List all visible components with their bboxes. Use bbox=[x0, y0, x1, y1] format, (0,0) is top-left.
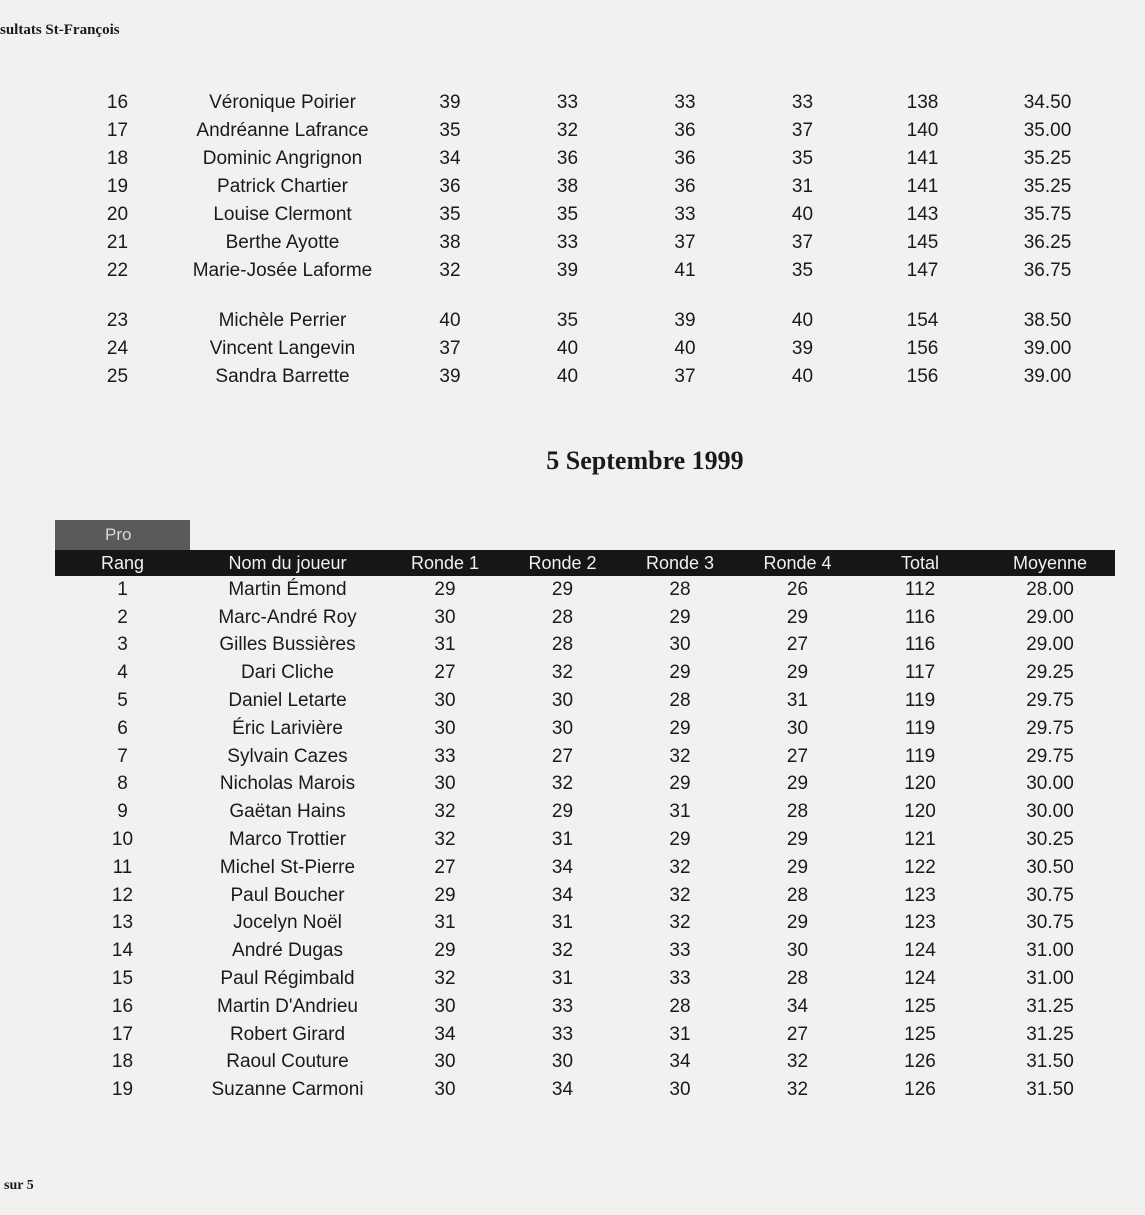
round-4-cell: 40 bbox=[791, 204, 814, 225]
table-row bbox=[60, 232, 1110, 260]
total-cell: 156 bbox=[906, 338, 939, 359]
round-3-cell: 30 bbox=[669, 634, 691, 656]
table-row bbox=[55, 659, 1115, 687]
rank-cell: 15 bbox=[111, 968, 134, 990]
round-3-cell: 33 bbox=[669, 940, 691, 962]
category-tab-pro: Pro bbox=[55, 520, 190, 550]
results-table-pro bbox=[55, 550, 1115, 1104]
round-4-cell: 27 bbox=[786, 745, 809, 767]
round-4-cell: 35 bbox=[791, 148, 814, 169]
average-cell: 31.00 bbox=[1026, 968, 1074, 990]
round-1-cell: 27 bbox=[434, 662, 456, 684]
round-1-cell: 30 bbox=[434, 690, 456, 712]
round-3-cell: 32 bbox=[669, 912, 691, 934]
table-row bbox=[55, 965, 1115, 993]
average-cell: 35.75 bbox=[1023, 204, 1072, 225]
average-cell: 29.75 bbox=[1026, 717, 1074, 739]
average-cell: 31.50 bbox=[1026, 1079, 1074, 1101]
player-name-cell: André Dugas bbox=[232, 940, 343, 962]
table-row bbox=[60, 310, 1110, 338]
total-cell: 112 bbox=[904, 578, 936, 600]
round-4-cell: 29 bbox=[786, 606, 809, 628]
rank-cell: 18 bbox=[106, 148, 129, 169]
round-2-cell: 34 bbox=[551, 856, 574, 878]
round-1-cell: 31 bbox=[434, 912, 456, 934]
round-3-cell: 40 bbox=[674, 338, 696, 359]
total-cell: 117 bbox=[904, 662, 936, 684]
player-name-cell: Andréanne Lafrance bbox=[196, 120, 369, 141]
round-3-cell: 36 bbox=[674, 148, 696, 169]
total-cell: 138 bbox=[906, 92, 939, 113]
page-header: sultats St-François bbox=[0, 22, 120, 38]
column-header-rank: Rang bbox=[55, 550, 190, 576]
round-4-cell: 31 bbox=[791, 176, 814, 197]
round-3-cell: 36 bbox=[674, 176, 696, 197]
table-row bbox=[55, 882, 1115, 910]
round-4-cell: 30 bbox=[786, 940, 809, 962]
round-4-cell: 39 bbox=[791, 338, 814, 359]
rank-cell: 9 bbox=[117, 801, 128, 823]
round-1-cell: 29 bbox=[434, 578, 456, 600]
rank-cell: 13 bbox=[111, 912, 134, 934]
average-cell: 36.25 bbox=[1023, 232, 1072, 253]
round-2-cell: 31 bbox=[551, 829, 574, 851]
round-3-cell: 37 bbox=[674, 366, 696, 387]
round-4-cell: 29 bbox=[786, 662, 809, 684]
round-1-cell: 30 bbox=[434, 1051, 456, 1073]
player-name-cell: Berthe Ayotte bbox=[225, 232, 340, 253]
player-name-cell: Sandra Barrette bbox=[215, 366, 350, 387]
player-name-cell: Martin Émond bbox=[228, 578, 347, 600]
round-2-cell: 32 bbox=[551, 773, 574, 795]
table-row bbox=[55, 1049, 1115, 1077]
average-cell: 29.00 bbox=[1026, 634, 1074, 656]
table-row bbox=[55, 937, 1115, 965]
round-1-cell: 29 bbox=[434, 940, 456, 962]
rank-cell: 1 bbox=[117, 578, 128, 600]
total-cell: 120 bbox=[904, 801, 936, 823]
round-3-cell: 33 bbox=[674, 204, 696, 225]
round-1-cell: 29 bbox=[434, 884, 456, 906]
player-name-cell: Suzanne Carmoni bbox=[211, 1079, 364, 1101]
rank-cell: 16 bbox=[111, 995, 134, 1017]
average-cell: 29.75 bbox=[1026, 690, 1074, 712]
round-4-cell: 37 bbox=[791, 120, 814, 141]
round-3-cell: 28 bbox=[669, 690, 691, 712]
round-1-cell: 32 bbox=[439, 260, 461, 281]
round-2-cell: 32 bbox=[551, 940, 574, 962]
total-cell: 126 bbox=[904, 1051, 936, 1073]
round-4-cell: 27 bbox=[786, 634, 809, 656]
rank-cell: 24 bbox=[106, 338, 129, 359]
round-4-cell: 26 bbox=[786, 578, 809, 600]
rank-cell: 17 bbox=[111, 1023, 134, 1045]
total-cell: 122 bbox=[904, 856, 936, 878]
round-2-cell: 38 bbox=[556, 176, 579, 197]
round-2-cell: 33 bbox=[551, 1023, 574, 1045]
average-cell: 39.00 bbox=[1023, 366, 1072, 387]
rank-cell: 11 bbox=[112, 856, 133, 878]
table-row bbox=[55, 632, 1115, 660]
rank-cell: 12 bbox=[111, 884, 134, 906]
total-cell: 125 bbox=[904, 1023, 936, 1045]
player-name-cell: Gaëtan Hains bbox=[229, 801, 346, 823]
round-2-cell: 32 bbox=[556, 120, 579, 141]
round-4-cell: 31 bbox=[786, 690, 809, 712]
total-cell: 140 bbox=[906, 120, 939, 141]
round-1-cell: 30 bbox=[434, 773, 456, 795]
table-row bbox=[55, 1076, 1115, 1104]
total-cell: 156 bbox=[906, 366, 939, 387]
round-4-cell: 28 bbox=[786, 968, 809, 990]
round-2-cell: 33 bbox=[551, 995, 574, 1017]
player-name-cell: Véronique Poirier bbox=[209, 92, 356, 113]
rank-cell: 20 bbox=[106, 204, 129, 225]
rank-cell: 10 bbox=[111, 829, 134, 851]
total-cell: 121 bbox=[904, 829, 936, 851]
round-3-cell: 31 bbox=[669, 1023, 691, 1045]
total-cell: 123 bbox=[904, 884, 936, 906]
total-cell: 141 bbox=[906, 148, 939, 169]
round-3-cell: 28 bbox=[669, 578, 691, 600]
rank-cell: 19 bbox=[111, 1079, 134, 1101]
page-footer: sur 5 bbox=[4, 1178, 34, 1193]
rank-cell: 7 bbox=[117, 745, 128, 767]
average-cell: 30.25 bbox=[1026, 829, 1074, 851]
round-2-cell: 33 bbox=[556, 232, 579, 253]
round-2-cell: 32 bbox=[551, 662, 574, 684]
player-name-cell: Martin D'Andrieu bbox=[217, 995, 358, 1017]
average-cell: 30.00 bbox=[1026, 773, 1074, 795]
rank-cell: 19 bbox=[106, 176, 129, 197]
round-3-cell: 36 bbox=[674, 120, 696, 141]
round-1-cell: 33 bbox=[434, 745, 456, 767]
player-name-cell: Marc-André Roy bbox=[218, 606, 357, 628]
round-3-cell: 32 bbox=[669, 856, 691, 878]
average-cell: 34.50 bbox=[1023, 92, 1072, 113]
average-cell: 29.00 bbox=[1026, 606, 1074, 628]
player-name-cell: Louise Clermont bbox=[213, 204, 352, 225]
round-3-cell: 32 bbox=[669, 884, 691, 906]
average-cell: 31.25 bbox=[1026, 995, 1074, 1017]
round-3-cell: 33 bbox=[674, 92, 696, 113]
round-2-cell: 31 bbox=[551, 912, 574, 934]
column-header-round-4: Ronde 4 bbox=[740, 550, 855, 576]
rank-cell: 5 bbox=[117, 690, 128, 712]
table-row bbox=[60, 176, 1110, 204]
round-2-cell: 28 bbox=[551, 634, 574, 656]
round-1-cell: 32 bbox=[434, 801, 456, 823]
round-3-cell: 41 bbox=[674, 260, 696, 281]
average-cell: 36.75 bbox=[1023, 260, 1072, 281]
round-2-cell: 39 bbox=[556, 260, 579, 281]
average-cell: 38.50 bbox=[1023, 310, 1072, 331]
table-row bbox=[55, 854, 1115, 882]
round-1-cell: 32 bbox=[434, 829, 456, 851]
round-3-cell: 28 bbox=[669, 995, 691, 1017]
round-4-cell: 34 bbox=[786, 995, 809, 1017]
total-cell: 119 bbox=[904, 745, 936, 767]
rank-cell: 23 bbox=[106, 310, 129, 331]
table-row bbox=[60, 148, 1110, 176]
table-row bbox=[55, 687, 1115, 715]
player-name-cell: Paul Boucher bbox=[230, 884, 345, 906]
round-4-cell: 32 bbox=[786, 1079, 809, 1101]
player-name-cell: Marie-Josée Laforme bbox=[192, 260, 373, 281]
round-4-cell: 37 bbox=[791, 232, 814, 253]
player-name-cell: Michèle Perrier bbox=[218, 310, 347, 331]
average-cell: 35.00 bbox=[1023, 120, 1072, 141]
player-name-cell: Marco Trottier bbox=[228, 829, 347, 851]
table-row bbox=[55, 798, 1115, 826]
rank-cell: 14 bbox=[111, 940, 134, 962]
round-2-cell: 30 bbox=[551, 717, 574, 739]
round-2-cell: 29 bbox=[551, 801, 574, 823]
player-name-cell: Sylvain Cazes bbox=[227, 745, 348, 767]
total-cell: 123 bbox=[904, 912, 936, 934]
total-cell: 124 bbox=[904, 968, 936, 990]
player-name-cell: Dari Cliche bbox=[241, 662, 334, 684]
player-name-cell: Daniel Letarte bbox=[228, 690, 347, 712]
round-3-cell: 39 bbox=[674, 310, 696, 331]
round-1-cell: 36 bbox=[439, 176, 461, 197]
round-1-cell: 30 bbox=[434, 717, 456, 739]
table-header-row bbox=[55, 550, 1115, 576]
player-name-cell: Dominic Angrignon bbox=[202, 148, 363, 169]
table-row bbox=[55, 993, 1115, 1021]
table-row bbox=[55, 715, 1115, 743]
round-4-cell: 35 bbox=[791, 260, 814, 281]
table-row bbox=[55, 576, 1115, 604]
round-3-cell: 29 bbox=[669, 662, 691, 684]
round-2-cell: 30 bbox=[551, 690, 574, 712]
total-cell: 119 bbox=[904, 717, 936, 739]
round-3-cell: 32 bbox=[669, 745, 691, 767]
total-cell: 143 bbox=[906, 204, 939, 225]
average-cell: 30.75 bbox=[1026, 912, 1074, 934]
round-2-cell: 34 bbox=[551, 884, 574, 906]
rank-cell: 21 bbox=[106, 232, 129, 253]
round-1-cell: 35 bbox=[439, 120, 461, 141]
column-header-round-1: Ronde 1 bbox=[385, 550, 505, 576]
total-cell: 125 bbox=[904, 995, 936, 1017]
round-1-cell: 27 bbox=[434, 856, 456, 878]
round-2-cell: 31 bbox=[551, 968, 574, 990]
round-1-cell: 40 bbox=[439, 310, 461, 331]
rank-cell: 17 bbox=[106, 120, 129, 141]
round-1-cell: 30 bbox=[434, 995, 456, 1017]
player-name-cell: Jocelyn Noël bbox=[233, 912, 342, 934]
table-row bbox=[55, 771, 1115, 799]
column-header-average: Moyenne bbox=[985, 550, 1115, 576]
average-cell: 31.00 bbox=[1026, 940, 1074, 962]
average-cell: 39.00 bbox=[1023, 338, 1072, 359]
round-3-cell: 34 bbox=[669, 1051, 691, 1073]
player-name-cell: Raoul Couture bbox=[226, 1051, 349, 1073]
rank-cell: 18 bbox=[111, 1051, 134, 1073]
rank-cell: 4 bbox=[117, 662, 128, 684]
average-cell: 28.00 bbox=[1026, 578, 1074, 600]
round-3-cell: 31 bbox=[669, 801, 691, 823]
total-cell: 154 bbox=[906, 310, 939, 331]
round-2-cell: 33 bbox=[556, 92, 579, 113]
average-cell: 30.75 bbox=[1026, 884, 1074, 906]
round-3-cell: 29 bbox=[669, 717, 691, 739]
round-4-cell: 32 bbox=[786, 1051, 809, 1073]
round-2-cell: 35 bbox=[556, 204, 579, 225]
average-cell: 29.25 bbox=[1026, 662, 1074, 684]
table-row bbox=[55, 826, 1115, 854]
round-4-cell: 29 bbox=[786, 773, 809, 795]
round-1-cell: 35 bbox=[439, 204, 461, 225]
round-4-cell: 27 bbox=[786, 1023, 809, 1045]
column-header-round-3: Ronde 3 bbox=[620, 550, 740, 576]
total-cell: 141 bbox=[906, 176, 939, 197]
round-1-cell: 34 bbox=[439, 148, 461, 169]
table-row bbox=[55, 604, 1115, 632]
total-cell: 116 bbox=[904, 634, 936, 656]
round-2-cell: 34 bbox=[551, 1079, 574, 1101]
table-row bbox=[55, 910, 1115, 938]
player-name-cell: Michel St-Pierre bbox=[219, 856, 356, 878]
player-name-cell: Éric Larivière bbox=[232, 717, 343, 739]
round-2-cell: 27 bbox=[551, 745, 574, 767]
player-name-cell: Paul Régimbald bbox=[220, 968, 355, 990]
round-2-cell: 35 bbox=[556, 310, 579, 331]
total-cell: 120 bbox=[904, 773, 936, 795]
total-cell: 116 bbox=[904, 606, 936, 628]
round-4-cell: 30 bbox=[786, 717, 809, 739]
round-1-cell: 38 bbox=[439, 232, 461, 253]
rank-cell: 8 bbox=[117, 773, 128, 795]
average-cell: 30.50 bbox=[1026, 856, 1074, 878]
round-1-cell: 37 bbox=[439, 338, 461, 359]
round-3-cell: 29 bbox=[669, 606, 691, 628]
rank-cell: 3 bbox=[117, 634, 128, 656]
column-header-player-name: Nom du joueur bbox=[190, 550, 385, 576]
round-1-cell: 34 bbox=[434, 1023, 456, 1045]
table-row bbox=[60, 120, 1110, 148]
player-name-cell: Vincent Langevin bbox=[209, 338, 356, 359]
round-2-cell: 36 bbox=[556, 148, 579, 169]
round-1-cell: 30 bbox=[434, 1079, 456, 1101]
round-2-cell: 40 bbox=[556, 366, 579, 387]
table-row bbox=[60, 366, 1110, 394]
round-1-cell: 31 bbox=[434, 634, 456, 656]
round-4-cell: 29 bbox=[786, 856, 809, 878]
rank-cell: 22 bbox=[106, 260, 129, 281]
rank-cell: 6 bbox=[117, 717, 128, 739]
results-table-continued bbox=[60, 92, 1110, 394]
round-1-cell: 39 bbox=[439, 366, 461, 387]
round-3-cell: 37 bbox=[674, 232, 696, 253]
total-cell: 147 bbox=[906, 260, 939, 281]
round-2-cell: 30 bbox=[551, 1051, 574, 1073]
rank-cell: 25 bbox=[106, 366, 129, 387]
round-1-cell: 32 bbox=[434, 968, 456, 990]
round-3-cell: 33 bbox=[669, 968, 691, 990]
average-cell: 31.50 bbox=[1026, 1051, 1074, 1073]
average-cell: 30.00 bbox=[1026, 801, 1074, 823]
round-1-cell: 39 bbox=[439, 92, 461, 113]
rank-cell: 16 bbox=[106, 92, 129, 113]
round-4-cell: 40 bbox=[791, 310, 814, 331]
total-cell: 126 bbox=[904, 1079, 936, 1101]
date-heading: 5 Septembre 1999 bbox=[546, 446, 744, 475]
round-3-cell: 30 bbox=[669, 1079, 691, 1101]
column-header-round-2: Ronde 2 bbox=[505, 550, 620, 576]
average-cell: 29.75 bbox=[1026, 745, 1074, 767]
round-4-cell: 40 bbox=[791, 366, 814, 387]
round-4-cell: 28 bbox=[786, 801, 809, 823]
table-row bbox=[55, 1021, 1115, 1049]
total-cell: 124 bbox=[904, 940, 936, 962]
round-4-cell: 28 bbox=[786, 884, 809, 906]
player-name-cell: Gilles Bussières bbox=[219, 634, 356, 656]
player-name-cell: Robert Girard bbox=[229, 1023, 346, 1045]
round-2-cell: 28 bbox=[551, 606, 574, 628]
round-4-cell: 29 bbox=[786, 829, 809, 851]
table-row bbox=[60, 260, 1110, 310]
rank-cell: 2 bbox=[117, 606, 128, 628]
round-2-cell: 40 bbox=[556, 338, 579, 359]
table-row bbox=[60, 204, 1110, 232]
total-cell: 145 bbox=[906, 232, 939, 253]
total-cell: 119 bbox=[904, 690, 936, 712]
average-cell: 35.25 bbox=[1023, 148, 1072, 169]
round-3-cell: 29 bbox=[669, 829, 691, 851]
column-header-total: Total bbox=[855, 550, 985, 576]
table-row bbox=[55, 743, 1115, 771]
round-1-cell: 30 bbox=[434, 606, 456, 628]
table-row bbox=[60, 338, 1110, 366]
round-2-cell: 29 bbox=[551, 578, 574, 600]
round-4-cell: 29 bbox=[786, 912, 809, 934]
player-name-cell: Nicholas Marois bbox=[219, 773, 356, 795]
average-cell: 35.25 bbox=[1023, 176, 1072, 197]
round-3-cell: 29 bbox=[669, 773, 691, 795]
round-4-cell: 33 bbox=[791, 92, 814, 113]
average-cell: 31.25 bbox=[1026, 1023, 1074, 1045]
player-name-cell: Patrick Chartier bbox=[217, 176, 348, 197]
table-row bbox=[60, 92, 1110, 120]
